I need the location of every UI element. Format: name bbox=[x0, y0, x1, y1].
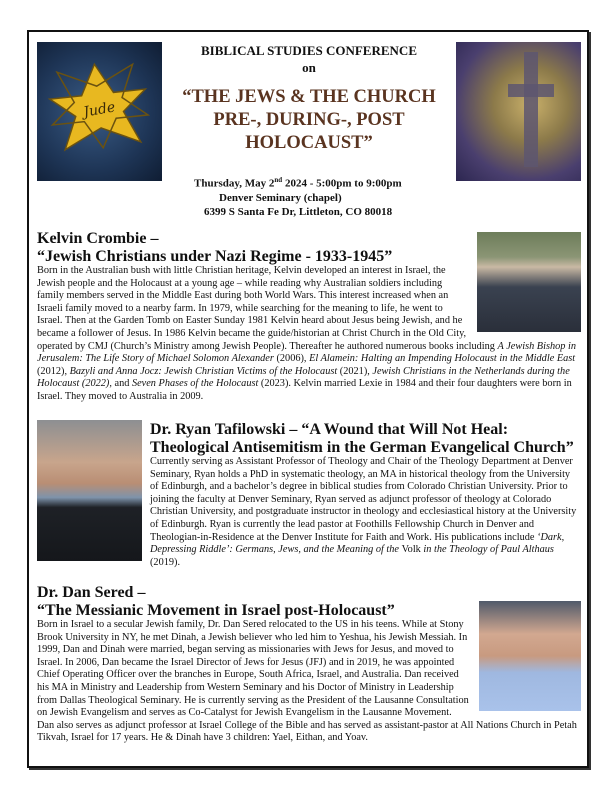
title-line-3: HOLOCAUST” bbox=[245, 133, 373, 153]
bio-italic-segment: in the Theology of Paul Althaus bbox=[420, 544, 554, 556]
event-address: 6399 S Santa Fe Dr, Littleton, CO 80018 bbox=[204, 205, 393, 218]
bio-italic-segment: Seven Phases of the Holocaust bbox=[131, 378, 259, 390]
event-details bbox=[169, 173, 449, 219]
dan-sered-photo bbox=[479, 601, 581, 711]
talk-title: Theological Antisemitism in the German Evangelical Church” bbox=[150, 438, 574, 456]
speaker-name: Dr. Dan Sered – bbox=[37, 584, 146, 601]
speaker-name: Kelvin Crombie – bbox=[37, 230, 159, 247]
ryan-tafilowski-photo bbox=[37, 420, 142, 561]
bio-segment: Born in the Australian bush with little Christian heritage, Kelvin developed an interest in Israel, the Jewish people and the Holocaust at a young age – while reading why Australian soldiers including family members served in the Middle East during both World Wars. This interest increased when an Israeli family moved to a nearby farm. In 1979, while searching for the meaning to life, he went to Israel. Then at the Garden Tomb on Easter Sunday 1981 Kelvin heard about Jesus being Jewish, and he became a follower of Jesus. In 1986 Kelvin became the guide/historian at Christ Church in the Old City, operated by CMJ (Church’s Ministry among Jewish People). Thereafter he authored numerous books including bbox=[37, 265, 498, 352]
event-venue: Denver Seminary (chapel) bbox=[219, 191, 342, 204]
event-date-sup: nd bbox=[274, 176, 283, 184]
bio-segment: Born in Israel to a secular Jewish family, Dr. Dan Sered relocated to the US in his teens. While at Stony Brook University in NY, he met Dinah, a Jewish believer who led him to Yeshua, his Jewish Messiah. In 1999, Dan and Dinah were married, began serving as missionaries with Jews for Jesus, and moved to Israel. In 2006, Dan became the Israel Director of Jews for Jesus (JFJ) and in 2019, he was appointed Chief Operating Officer over the branches in Europe, South Africa, Israel, and Australia. Dan received his MA in Ministry and Leadership from Western Seminary and his Doctor of Ministry in Leadership from Dallas Theological Seminary. He is currently serving as the President of the Lausanne Consultation on Jewish Evangelism and serves as Co-Catalyst for Jewish Evangelism in the Lausanne Movement. Dan also serves as adjunct professor at Israel College of the Bible and has served as assistant-pastor at All Nations Church in Petah Tikvah, Israel for 17 years. He & Dinah have 3 children: Yael, Eithan, and Yoav. bbox=[37, 619, 577, 744]
bio-segment: and bbox=[111, 378, 132, 390]
speaker-kelvin-crombie bbox=[37, 230, 581, 404]
conference-label: BIBLICAL STUDIES CONFERENCE bbox=[200, 43, 417, 58]
bio-segment: Volk bbox=[401, 544, 421, 556]
bio-italic-segment: Jewish Christians in the Netherlands during the Holocaust (2022), bbox=[37, 365, 570, 390]
talk-title: “Jewish Christians under Nazi Regime - 1933-1945” bbox=[37, 247, 393, 265]
bio-italic-segment: Bazyli and Anna Jocz: Jewish Christian Victims of the Holocaust bbox=[69, 365, 338, 377]
speaker-name: Dr. Ryan Tafilowski – “A Wound that Will Not Heal: bbox=[150, 421, 509, 438]
title-line-2: PRE-, DURING-, POST bbox=[213, 110, 405, 130]
speaker-dan-sered bbox=[37, 584, 581, 745]
bio-italic-segment: ‘Dark, Depressing Riddle’: Germans, Jews, and the Meaning of the bbox=[150, 531, 565, 556]
event-time: 2024 - 5:00pm to 9:00pm bbox=[282, 177, 402, 190]
bio-segment: (2012), bbox=[37, 365, 70, 377]
conference-title bbox=[164, 86, 454, 155]
flyer-frame bbox=[27, 30, 589, 768]
bio-italic-segment: A Jewish Bishop in Jerusalem: The Life Story of Michael Solomon Alexander bbox=[37, 340, 576, 365]
conference-header bbox=[164, 42, 454, 155]
yellow-star-badge-image bbox=[37, 42, 162, 181]
speaker-ryan-tafilowski bbox=[150, 421, 580, 569]
bio-segment: (2006), bbox=[273, 353, 310, 365]
kelvin-crombie-photo bbox=[477, 232, 581, 332]
bio-segment: Currently serving as Assistant Professor of Theology and Chair of the Theology Department at Denver Seminary, Ryan holds a PhD in systematic theology, an MA in historical theology from the University of Edinburgh, and a bachelor’s degree in biblical studies from Colorado Christian University. Prior to joining the faculty at Denver Seminary, Ryan served as adjunct professor of theology at Colorado Christian University, and postgraduate instructor in theology and ecclesiastical history at the University of Edinburgh. Ryan is currently the lead pastor at Foothills Fellowship Church in Denver and Theologian-in-Residence at the Denver Institute for Faith and Work. His publications include bbox=[150, 456, 577, 543]
conference-on: on bbox=[302, 60, 316, 75]
talk-title: “The Messianic Movement in Israel post-Holocaust” bbox=[37, 601, 395, 619]
star-badge-text: Jude bbox=[82, 99, 117, 121]
event-date-text: Thursday, May 2 bbox=[194, 177, 275, 190]
title-line-1: “THE JEWS & THE CHURCH bbox=[182, 87, 436, 107]
bio-italic-segment: El Alamein: Halting an Impending Holocaust in the Middle East bbox=[309, 353, 576, 365]
speaker-bio bbox=[150, 456, 580, 569]
event-date bbox=[169, 173, 449, 191]
bio-segment: (2019). bbox=[150, 556, 181, 568]
cross-image bbox=[456, 42, 581, 181]
bio-segment: (2021), bbox=[337, 365, 373, 377]
bio-segment: (2023). Kelvin married Lexie in 1984 and their four daughters were born in Israel. They moved to Australia in 2009. bbox=[37, 378, 572, 402]
